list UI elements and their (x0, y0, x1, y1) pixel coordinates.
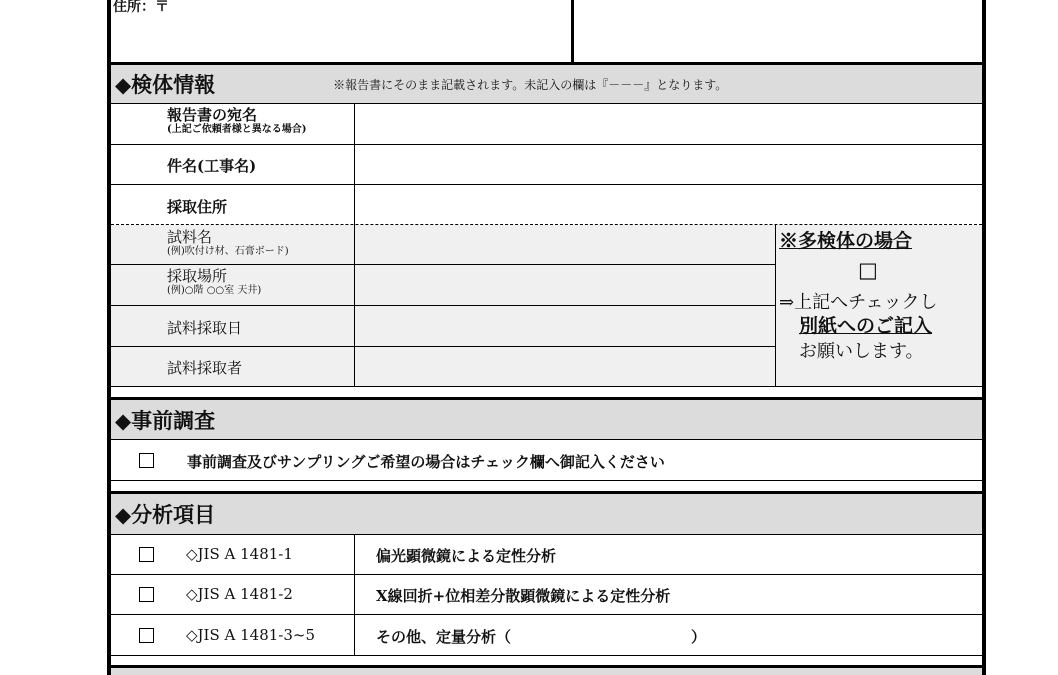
sample-name-label (167, 229, 289, 258)
report-to-sub: (上記ご依頼者様と異なる場合) (167, 124, 307, 135)
divider (354, 104, 355, 225)
analysis-desc-2: X線回折+位相差分散顕微鏡による定性分析 (376, 587, 671, 605)
location-text: 採取場所 (167, 267, 228, 285)
divider (111, 439, 982, 440)
sampling-address-label: 採取住所 (167, 198, 228, 216)
collector-input[interactable] (356, 347, 774, 386)
survey-title: ◆事前調査 (115, 407, 216, 433)
analysis-standard-3: ◇JIS A 1481-3~5 (186, 626, 316, 644)
analysis-standard-2: ◇JIS A 1481-2 (186, 585, 293, 603)
divider (111, 574, 982, 575)
survey-section-header (111, 400, 982, 439)
report-to-input[interactable] (356, 104, 982, 144)
multi-sample-checkbox[interactable]: □ (858, 258, 878, 282)
divider (111, 386, 982, 387)
location-label (167, 268, 261, 297)
analysis-desc-3: その他、定量分析（ ） (376, 628, 707, 646)
contact-input[interactable] (574, 0, 982, 62)
sampling-address-input[interactable] (356, 185, 982, 224)
divider (111, 655, 982, 656)
analysis-section-header (111, 494, 982, 534)
survey-checkbox[interactable] (139, 453, 154, 468)
multi-sample-line1: ⇒上記へチェックし (779, 292, 938, 313)
divider (111, 614, 982, 615)
analysis-title: ◆分析項目 (115, 502, 216, 527)
specimen-note: ※報告書にそのまま記載されます。未記入の欄は『－－－』となります。 (333, 77, 728, 92)
sample-name-input[interactable] (356, 226, 774, 264)
collector-label: 試料採取者 (167, 359, 243, 377)
report-to-text: 報告書の宛名 (167, 106, 258, 124)
report-to-label (167, 107, 306, 136)
location-input[interactable] (356, 265, 774, 305)
analysis-checkbox-3[interactable] (139, 628, 154, 643)
divider (775, 225, 776, 386)
multi-sample-title: ※多検体の場合 (779, 230, 913, 252)
sampling-date-input[interactable] (356, 306, 774, 346)
subject-label: 件名(工事名) (167, 157, 257, 175)
survey-text: 事前調査及びサンプリングご希望の場合はチェック欄へ御記入ください (187, 453, 665, 471)
location-example: (例)○階 ○○室 天井) (167, 285, 262, 296)
analysis-checkbox-1[interactable] (139, 547, 154, 562)
divider (111, 480, 982, 481)
analysis-standard-1: ◇JIS A 1481-1 (186, 545, 293, 563)
specimen-section-header (111, 65, 982, 103)
sample-name-text: 試料名 (167, 228, 213, 246)
analysis-checkbox-2[interactable] (139, 587, 154, 602)
address-label: 住所：〒 (113, 0, 169, 15)
address-input[interactable] (112, 0, 570, 62)
specimen-title: ◆検体情報 (115, 72, 216, 97)
subject-input[interactable] (356, 145, 982, 184)
divider (111, 534, 982, 535)
multi-sample-line3: お願いします。 (799, 341, 924, 362)
analysis-desc-1: 偏光顕微鏡による定性分析 (376, 547, 557, 565)
sampling-date-label: 試料採取日 (167, 319, 243, 337)
multi-sample-line2: 別紙へのご記入 (799, 315, 933, 337)
next-section-header (111, 668, 982, 675)
sample-name-example: (例)吹付け材、石膏ボード) (167, 246, 289, 257)
divider (354, 534, 355, 655)
